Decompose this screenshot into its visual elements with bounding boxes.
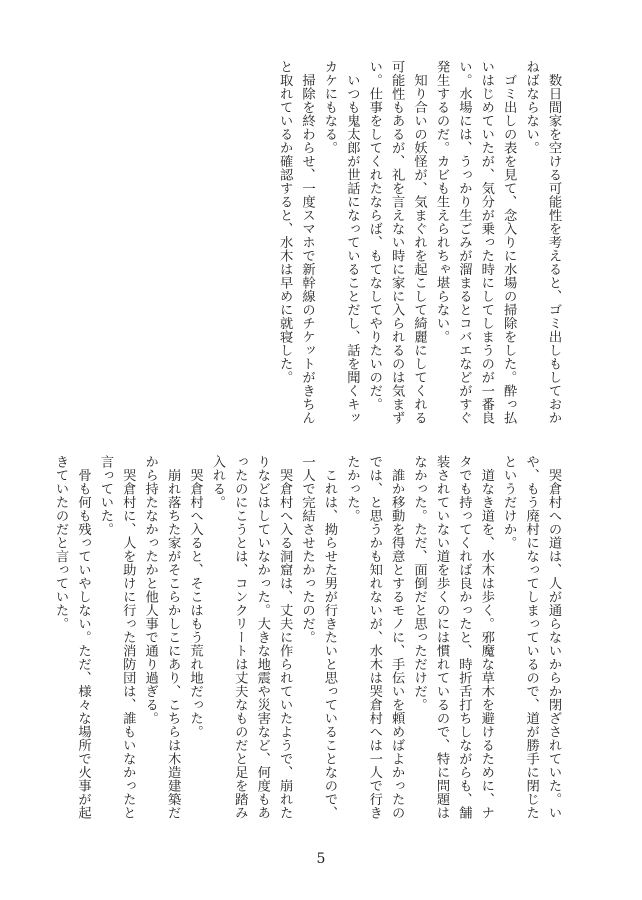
text-line: 可能性もあるが、礼を言えない時に家に入られるのは気まず	[389, 60, 405, 425]
text-line: 哭倉村に、人を助けに行った消防団は、誰もいなかったと	[120, 455, 136, 820]
text-line: 掃除を終わらせ、一度スマホで新幹線のチケットがきちん	[299, 60, 315, 425]
text-line: いはじめていたが、気分が乗った時にしてしまうのが一番良	[478, 60, 494, 425]
text-line: 一人で完結させたかったのだ。	[299, 455, 315, 644]
text-line: 知り合いの妖怪が、気まぐれを起こして綺麗にしてくれる	[411, 60, 427, 425]
page-number: 5	[316, 851, 326, 867]
text-line: ねばならない。	[523, 60, 539, 155]
text-line: いつも鬼太郎が世話になっていることだし、話を聞くキッ	[344, 60, 360, 425]
text-line: 骨も何も残っていやしない。ただ、様々な場所で火事が起	[75, 455, 91, 820]
text-line: から持たなかったかと他人事で通り過ぎる。	[142, 455, 158, 725]
text-line: 発生するのだ。カビも生えられちゃ堪らない。	[433, 60, 449, 344]
text-line: 哭倉村への道は、人が通らないからか閉ざされていた。い	[546, 455, 561, 820]
text-line: たかった。	[344, 455, 360, 523]
text-line: りなどはしていなかった。大きな地震や災害など、何度もあ	[254, 455, 270, 820]
text-line: 哭倉村へ入る洞窟は、丈夫に作られていたようで、崩れた	[277, 455, 293, 820]
text-line: い。水場には、うっかり生ごみが溜まるとコバエなどがすぐ	[456, 60, 472, 425]
text-line: 誰か移動を得意とするモノに、手伝いを頼めばよかったの	[389, 455, 405, 820]
bottom-text-block	[49, 455, 564, 835]
text-line: というだけか。	[501, 455, 517, 550]
text-line: 言っていた。	[97, 455, 113, 536]
text-line: では、と思うかも知れないが、水木は哭倉村へは一人で行き	[366, 455, 382, 820]
text-line: ゴミ出しの表を見て、念入りに水場の掃除をした。酔っ払	[501, 60, 517, 425]
text-line: タでも持ってくれば良かったと、時折舌打ちしながらも、舗	[456, 455, 472, 820]
text-line: 数日間家を空ける可能性を考えると、ゴミ出しもしておか	[546, 60, 561, 425]
text-line: と取れているか確認すると、水木は早めに就寝した。	[277, 60, 293, 384]
text-line: 道なき道を、水木は歩く。邪魔な草木を避けるために、ナ	[478, 455, 494, 820]
text-line: きていたのだと言っていた。	[53, 455, 69, 631]
text-line: い。仕事をしてくれたならば、もてなしてやりたいのだ。	[366, 60, 382, 411]
text-line: これは、拗らせた男が行きたいと思っていることなので、	[321, 455, 337, 820]
text-line: 装されていない道を歩くのには慣れているので、特に問題は	[433, 455, 449, 820]
text-line: カケにもなる。	[321, 60, 337, 155]
text-line: 入れる。	[209, 455, 225, 509]
text-line: ったのにこうとは、コンクリートは丈夫なものだと足を踏み	[232, 455, 248, 820]
text-line: や、もう廃村になってしまっているので、道が勝手に閉じた	[523, 455, 539, 820]
top-text-block	[273, 60, 564, 440]
text-line: 崩れ落ちた家がそこらかしこにあり、こちらは木造建築だ	[165, 455, 181, 820]
text-line: 哭倉村へ入ると、そこはもう荒れ地だった。	[187, 455, 203, 739]
text-line: なかった。ただ、面倒だと思っただけだ。	[411, 455, 427, 712]
